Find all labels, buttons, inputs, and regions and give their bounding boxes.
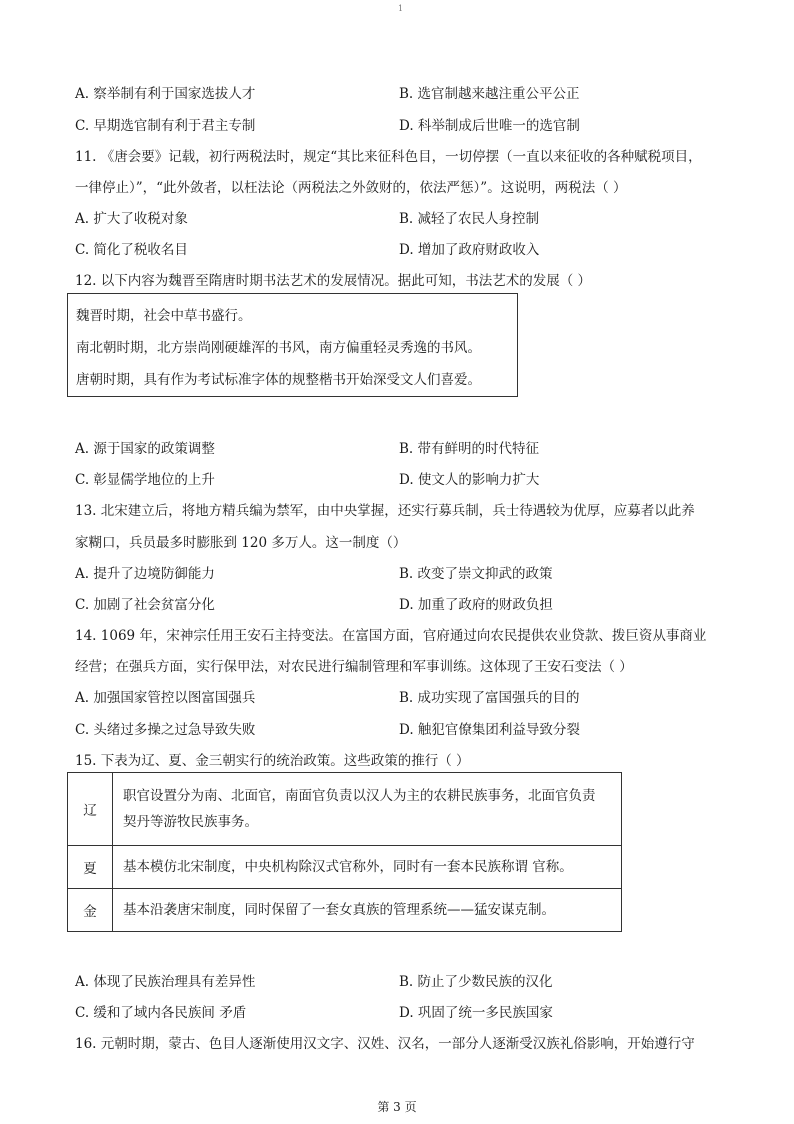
q13-stem-line2: 家糊口，兵员最多时膨胀到 120 多万人。这一制度（） xyxy=(75,535,407,551)
page-number: 第 3 页 xyxy=(377,1100,417,1114)
dynasty-cell: 金 xyxy=(68,889,113,932)
q13-option-d: D. 加重了政府的财政负担 xyxy=(399,597,553,613)
q11-stem-line1: 11. 《唐会要》记载，初行两税法时，规定“其比来征科色目，一切停摆（一直以来征收的各种赋税项目， xyxy=(75,149,702,165)
q12-material-box xyxy=(67,293,518,397)
q13-option-c: C. 加剧了社会贫富分化 xyxy=(75,597,215,613)
q10-option-c: C. 早期选官制有利于君主专制 xyxy=(75,118,256,134)
q13-stem-line1: 13. 北宋建立后，将地方精兵编为禁军，由中央掌握，还实行募兵制，兵士待遇较为优厚，应募者以此养 xyxy=(75,503,695,519)
q11-option-c: C. 简化了税收名目 xyxy=(75,242,188,258)
dynasty-cell: 辽 xyxy=(68,773,113,846)
q11-stem-line2: 一律停止）”，“此外敛者，以枉法论（两税法之外敛财的，依法严惩）”。这说明，两税法（ ） xyxy=(75,180,627,196)
q11-option-a: A. 扩大了收税对象 xyxy=(75,211,188,227)
policy-cell xyxy=(113,889,622,932)
q12-material-line: 魏晋时期，社会中草书盛行。 xyxy=(76,308,252,324)
policy-line: 基本模仿北宋制度，中央机构除汉式官称外，同时有一套本民族称谓 官称。 xyxy=(123,859,573,875)
q11-option-d: D. 增加了政府财政收入 xyxy=(399,242,540,258)
policy-cell xyxy=(113,773,622,846)
q12-option-d: D. 使文人的影响力扩大 xyxy=(399,472,540,488)
page-top-mark: 1 xyxy=(398,4,404,13)
dynasty-cell: 夏 xyxy=(68,846,113,889)
policy-cell xyxy=(113,846,622,889)
q15-option-b: B. 防止了少数民族的汉化 xyxy=(399,974,553,990)
policy-line: 契丹等游牧民族事务。 xyxy=(123,814,258,830)
q12-material-line: 唐朝时期，具有作为考试标准字体的规整楷书开始深受文人们喜爱。 xyxy=(76,372,481,388)
table-row xyxy=(68,846,622,889)
q14-option-b: B. 成功实现了富国强兵的目的 xyxy=(399,690,580,706)
q13-option-b: B. 改变了崇文抑武的政策 xyxy=(399,566,553,582)
q12-option-a: A. 源于国家的政策调整 xyxy=(75,441,215,457)
q10-option-d: D. 科举制成后世唯一的选官制 xyxy=(399,118,580,134)
policy-line: 职官设置分为南、北面官，南面官负责以汉人为主的农耕民族事务，北面官负责 xyxy=(123,788,596,804)
q16-stem-line1: 16. 元朝时期，蒙古、色目人逐渐使用汉文字、汉姓、汉名，一部分人逐渐受汉族礼俗影响，开始遵行守 xyxy=(75,1036,695,1052)
q13-option-a: A. 提升了边境防御能力 xyxy=(75,566,215,582)
q10-option-a: A. 察举制有利于国家选拔人才 xyxy=(75,86,256,102)
q14-option-a: A. 加强国家管控以图富国强兵 xyxy=(75,690,256,706)
q15-stem-line1: 15. 下表为辽、夏、金三朝实行的统治政策。这些政策的推行（ ） xyxy=(75,753,470,769)
q12-option-c: C. 彰显儒学地位的上升 xyxy=(75,472,215,488)
q10-option-b: B. 选官制越来越注重公平公正 xyxy=(399,86,580,102)
q12-option-b: B. 带有鲜明的时代特征 xyxy=(399,441,540,457)
q14-option-d: D. 触犯官僚集团利益导致分裂 xyxy=(399,722,580,738)
q14-stem-line1: 14. 1069 年，宋神宗任用王安石主持变法。在富国方面，官府通过向农民提供农业贷款、拨巨资从事商业 xyxy=(75,628,707,644)
q15-policy-table xyxy=(67,772,622,932)
q11-option-b: B. 减轻了农民人身控制 xyxy=(399,211,540,227)
q14-option-c: C. 头绪过多操之过急导致失败 xyxy=(75,722,256,738)
q12-stem-line1: 12. 以下内容为魏晋至隋唐时期书法艺术的发展情况。据此可知，书法艺术的发展（ ） xyxy=(75,273,592,289)
table-row xyxy=(68,889,622,932)
policy-line: 基本沿袭唐宋制度，同时保留了一套女真族的管理系统——猛安谋克制。 xyxy=(123,902,555,918)
table-row xyxy=(68,773,622,846)
q14-stem-line2: 经营；在强兵方面，实行保甲法，对农民进行编制管理和军事训练。这体现了王安石变法（ ） xyxy=(75,659,633,675)
q12-material-line: 南北朝时期，北方崇尚刚硬雄浑的书风，南方偏重轻灵秀逸的书风。 xyxy=(76,340,481,356)
q15-option-d: D. 巩固了统一多民族国家 xyxy=(399,1005,553,1021)
q15-option-a: A. 体现了民族治理具有差异性 xyxy=(75,974,256,990)
q15-option-c: C. 缓和了域内各民族间 矛盾 xyxy=(75,1005,247,1021)
